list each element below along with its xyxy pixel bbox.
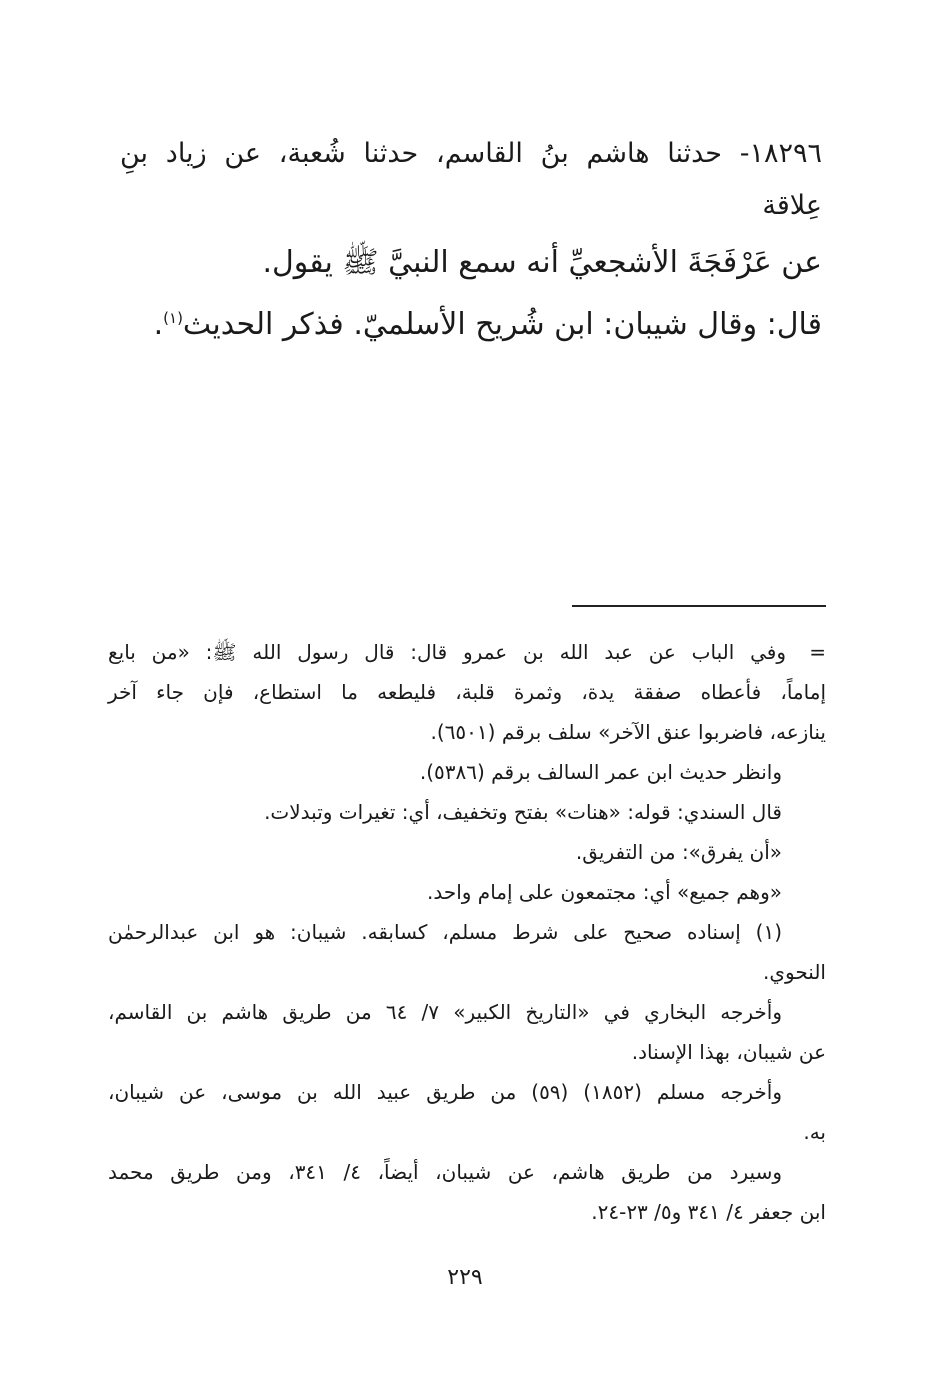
footnote-line: إماماً، فأعطاه صفقة يدة، وثمرة قلبة، فليطعه ما استطاع، فإن جاء آخر	[108, 680, 826, 704]
footnote-line: وسيرد من طريق هاشم، عن شيبان، أيضاً، ٤/ ٣٤١، ومن طريق محمد	[108, 1160, 782, 1184]
continuation-mark: =	[809, 640, 826, 664]
hadith-text	[120, 128, 822, 356]
footnote-line	[108, 632, 826, 672]
hadith-remark-text: قال: وقال شيبان: ابن شُريح الأسلميّ. فذكر الحديث	[182, 307, 822, 342]
page-number: ٢٢٩	[447, 1265, 483, 1290]
hadith-chain-line: ١٨٢٩٦- حدثنا هاشم بنُ القاسم، حدثنا شُعبة، عن زياد بنِ	[120, 138, 822, 169]
footnote-separator	[572, 605, 826, 607]
footnote-reference: (١)	[163, 309, 183, 327]
hadith-remark-end: .	[153, 307, 164, 342]
footnote-line: (١) إسناده صحيح على شرط مسلم، كسابقه. شيبان: هو ابن عبدالرحمٰن	[108, 920, 782, 944]
footnote-line: النحوي.	[763, 960, 826, 984]
footnote-line: ينازعه، فاضربوا عنق الآخر» سلف برقم (٦٥٠١).	[430, 720, 826, 744]
footnote-line-text: وفي الباب عن عبد الله بن عمرو قال: قال رسول الله ﷺ: «من بايع	[108, 640, 786, 664]
hadith-body-line: عن عَرْفَجَةَ الأشجعيِّ أنه سمع النبيَّ ﷺ يقول.	[262, 245, 822, 280]
hadith-remark-line	[120, 294, 822, 356]
hadith-chain-continuation: عِلاقة	[762, 190, 822, 221]
footnote-line: وانظر حديث ابن عمر السالف برقم (٥٣٨٦).	[419, 760, 782, 784]
footnote-line: به.	[803, 1120, 826, 1144]
footnote-line: قال السندي: قوله: «هنات» بفتح وتخفيف، أي: تغيرات وتبدلات.	[264, 800, 782, 824]
footnote-line: وأخرجه مسلم (١٨٥٢) (٥٩) من طريق عبيد الله بن موسى، عن شيبان،	[108, 1080, 783, 1104]
footnote-line: «أن يفرق»: من التفريق.	[575, 840, 782, 864]
footnote-line: «وهم جميع» أي: مجتمعون على إمام واحد.	[427, 880, 782, 904]
footnotes	[108, 632, 826, 1232]
footnote-line: وأخرجه البخاري في «التاريخ الكبير» ٧/ ٦٤ من طريق هاشم بن القاسم،	[108, 1000, 782, 1024]
footnote-line: ابن جعفر ٤/ ٣٤١ و٥/ ٢٣-٢٤.	[591, 1200, 826, 1224]
footnote-line: عن شيبان، بهذا الإسناد.	[631, 1040, 826, 1064]
